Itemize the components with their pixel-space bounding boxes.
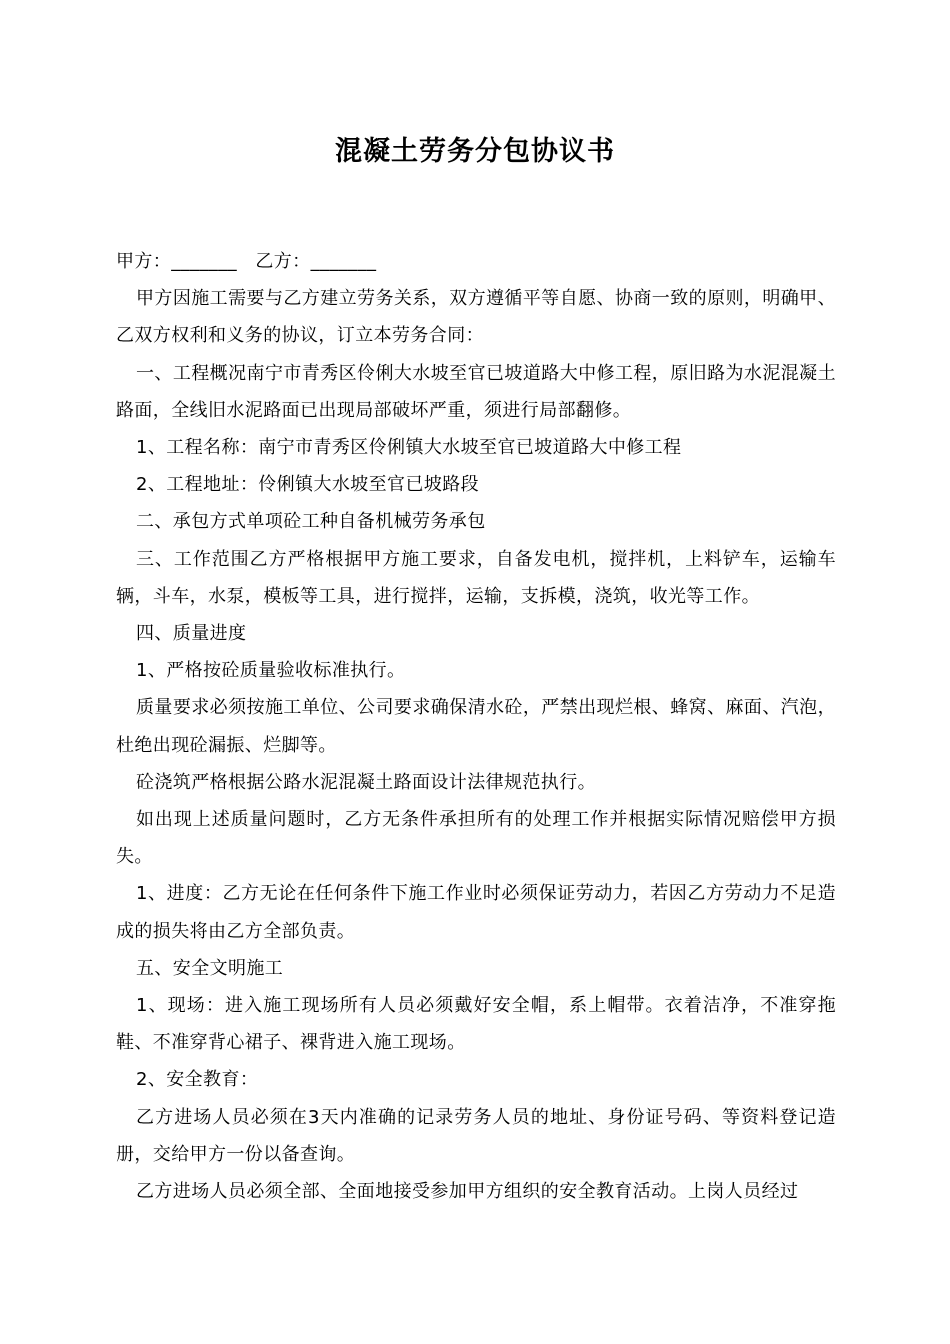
- section-4-heading: 四、质量进度: [136, 623, 247, 645]
- quality-requirements-paragraph: 质量要求必须按施工单位、公司要求确保清水砼，严禁出现烂根、蜂窝、麻面、汽泡，杜绝出现砼漏振、烂脚等。: [116, 697, 836, 756]
- party-line: 甲方：_______ 乙方：_______: [116, 251, 377, 272]
- project-address-item: 2、工程地址：伶俐镇大水坡至官已坡路段: [136, 474, 480, 496]
- pouring-standard-paragraph: 砼浇筑严格根据公路水泥混凝土路面设计法律规范执行。: [136, 771, 596, 793]
- registration-paragraph: 乙方进场人员必须在3天内准确的记录劳务人员的地址、身份证号码、等资料登记造册，交给甲方一份以备查询。: [116, 1106, 836, 1165]
- section-3-work-scope: 三、工作范围乙方严格根据甲方施工要求，自备发电机，搅拌机，上料铲车，运输车辆，斗车，水泵，模板等工具，进行搅拌，运输，支拆模，浇筑，收光等工作。: [116, 548, 836, 607]
- project-name-item: 1、工程名称：南宁市青秀区伶俐镇大水坡至官已坡道路大中修工程: [136, 437, 682, 459]
- quality-item-1: 1、严格按砼质量验收标准执行。: [136, 660, 406, 682]
- site-rules-item: 1、现场：进入施工现场所有人员必须戴好安全帽，系上帽带。衣着洁净，不准穿拖鞋、不准穿背心裙子、裸背进入施工现场。: [116, 995, 836, 1054]
- safety-training-paragraph: 乙方进场人员必须全部、全面地接受参加甲方组织的安全教育活动。上岗人员经过: [136, 1181, 799, 1203]
- safety-education-item: 2、安全教育：: [136, 1069, 259, 1091]
- document-body: [116, 243, 836, 1210]
- document-title: 混凝土劳务分包协议书: [335, 136, 615, 167]
- section-5-heading: 五、安全文明施工: [136, 957, 284, 979]
- progress-item: 1、进度：乙方无论在任何条件下施工作业时必须保证劳动力，若因乙方劳动力不足造成的损失将由乙方全部负责。: [116, 883, 836, 942]
- section-2-contract-method: 二、承包方式单项砼工种自备机械劳务承包: [136, 511, 486, 533]
- preamble-paragraph: 甲方因施工需要与乙方建立劳务关系，双方遵循平等自愿、协商一致的原则，明确甲、乙双方权利和义务的协议，订立本劳务合同：: [116, 288, 836, 347]
- section-1-overview: 一、工程概况南宁市青秀区伶俐大水坡至官已坡道路大中修工程，原旧路为水泥混凝土路面，全线旧水泥路面已出现局部破坏严重，须进行局部翻修。: [116, 362, 836, 421]
- quality-liability-paragraph: 如出现上述质量问题时，乙方无条件承担所有的处理工作并根据实际情况赔偿甲方损失。: [116, 809, 836, 868]
